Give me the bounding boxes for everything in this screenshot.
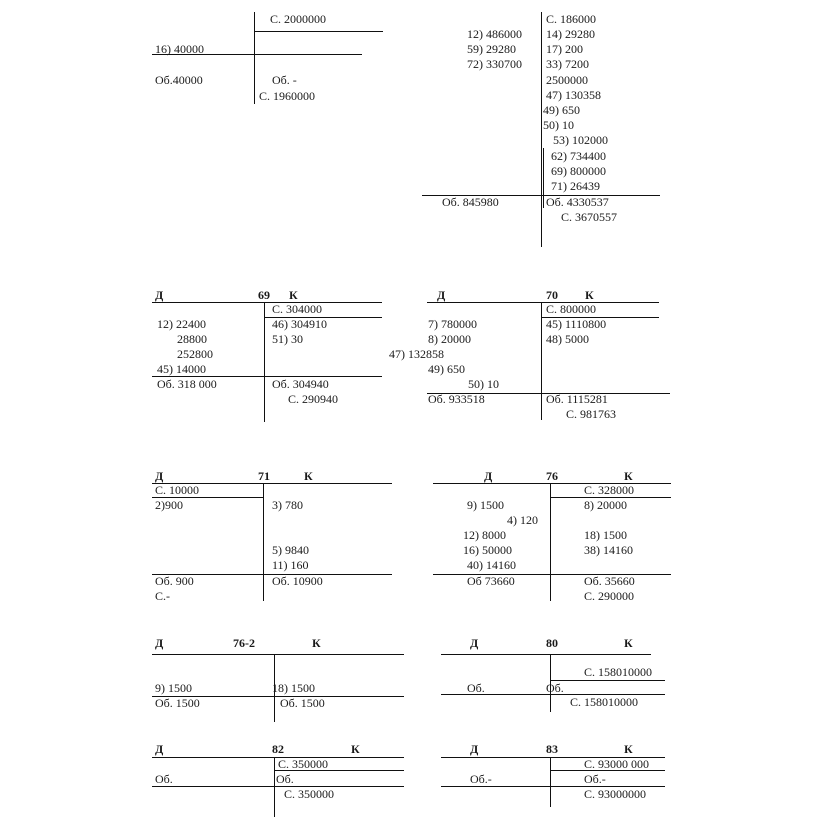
credit-entry: 8) 20000 (584, 498, 627, 512)
debit-turnover: Об. (467, 681, 485, 695)
credit-entry: 62) 734400 (551, 149, 606, 163)
vertical-rule (541, 302, 542, 420)
balance-opening: С. 328000 (584, 483, 635, 497)
debit-header: Д (470, 636, 479, 650)
credit-entry: 45) 1110800 (546, 317, 607, 331)
account-number: 82 (272, 742, 284, 756)
credit-entry: 49) 650 (543, 103, 580, 117)
horizontal-rule (152, 302, 382, 303)
account-number: 80 (546, 636, 558, 650)
credit-entry: 17) 200 (546, 42, 583, 56)
credit-entry: 18) 1500 (272, 681, 315, 695)
credit-turnover: Об.- (584, 772, 606, 786)
credit-entry: 33) 7200 (546, 57, 589, 71)
credit-turnover: Об. 1500 (280, 696, 325, 710)
credit-turnover: Об. 1115281 (546, 392, 608, 406)
balance-opening: С. 304000 (272, 302, 323, 316)
credit-header: К (624, 469, 633, 483)
credit-entry: 50) 10 (543, 118, 574, 132)
horizontal-rule (152, 654, 404, 655)
vertical-rule (264, 302, 265, 422)
debit-header: Д (155, 742, 164, 756)
vertical-rule (274, 757, 275, 817)
horizontal-rule (551, 680, 665, 681)
debit-entry: 4) 120 (507, 513, 538, 527)
credit-turnover: Об. 4330537 (546, 195, 609, 209)
debit-entry: 47) 132858 (389, 347, 444, 361)
balance-opening: С. 2000000 (270, 12, 327, 26)
credit-entry: 18) 1500 (584, 528, 627, 542)
horizontal-rule (441, 654, 651, 655)
credit-header: К (624, 742, 633, 756)
debit-turnover: Об. 933518 (428, 392, 485, 406)
account-number: 70 (546, 288, 558, 302)
credit-turnover: Об. (276, 772, 294, 786)
credit-turnover: Об. (546, 681, 564, 695)
balance-closing: С. 93000000 (584, 787, 647, 801)
debit-turnover: Об. 900 (155, 574, 194, 588)
debit-header: Д (155, 469, 164, 483)
debit-entry: 12) 22400 (157, 317, 206, 331)
credit-entry: 5) 9840 (272, 543, 309, 557)
credit-header: К (304, 469, 313, 483)
balance-closing: С. 290000 (584, 589, 635, 603)
credit-entry: 14) 29280 (546, 27, 595, 41)
debit-entry: 2)900 (155, 498, 183, 512)
debit-entry: 49) 650 (428, 362, 465, 376)
debit-turnover: Об. 318 000 (157, 377, 217, 391)
debit-entry: 16) 50000 (463, 543, 512, 557)
balance-opening: С. 186000 (546, 12, 597, 26)
debit-entry: 59) 29280 (467, 42, 516, 56)
credit-header: К (624, 636, 633, 650)
debit-entry: 40) 14160 (467, 558, 516, 572)
balance-opening: С. 158010000 (584, 665, 653, 679)
credit-turnover: Об. 35660 (584, 574, 635, 588)
balance-closing: С. 290940 (288, 392, 339, 406)
horizontal-rule (427, 302, 659, 303)
account-number: 76 (546, 469, 558, 483)
debit-entry: 9) 1500 (467, 498, 504, 512)
horizontal-rule (152, 786, 404, 787)
vertical-rule (550, 483, 551, 601)
balance-opening: С. 350000 (278, 757, 329, 771)
credit-turnover: Об. - (272, 73, 297, 87)
credit-header: К (312, 636, 321, 650)
debit-entry: 12) 8000 (463, 528, 506, 542)
horizontal-rule (433, 483, 671, 484)
debit-entry: 72) 330700 (467, 57, 522, 71)
credit-entry: 71) 26439 (551, 179, 600, 193)
vertical-rule (543, 148, 544, 208)
debit-entry: 45) 14000 (157, 362, 206, 376)
vertical-rule (263, 483, 264, 601)
credit-header: К (585, 288, 594, 302)
debit-entry: 252800 (177, 347, 213, 361)
balance-closing: С. 3670557 (561, 210, 618, 224)
debit-entry: 28800 (177, 332, 207, 346)
debit-turnover: Об. 845980 (442, 195, 499, 209)
debit-header: Д (155, 288, 164, 302)
account-number: 76-2 (233, 636, 255, 650)
account-number: 71 (258, 469, 270, 483)
debit-entry: 7) 780000 (428, 317, 477, 331)
debit-turnover: Об 73660 (467, 574, 515, 588)
balance-closing: С. 350000 (284, 787, 335, 801)
credit-entry: 51) 30 (272, 332, 303, 346)
debit-entry: 9) 1500 (155, 681, 192, 695)
debit-entry: 8) 20000 (428, 332, 471, 346)
debit-header: Д (484, 469, 493, 483)
balance-closing: С. 981763 (566, 407, 617, 421)
debit-turnover: Об. 1500 (155, 696, 200, 710)
credit-entry: 47) 130358 (546, 88, 601, 102)
vertical-rule (550, 757, 551, 807)
debit-header: Д (437, 288, 446, 302)
credit-entry: 46) 304910 (272, 317, 327, 331)
vertical-rule (541, 12, 542, 247)
debit-turnover: Об.40000 (155, 73, 203, 87)
balance-closing: С.- (155, 589, 170, 603)
credit-turnover: Об. 304940 (272, 377, 329, 391)
credit-turnover: Об. 10900 (272, 574, 323, 588)
account-number: 83 (546, 742, 558, 756)
debit-entry: 50) 10 (468, 377, 499, 391)
balance-opening: С. 10000 (155, 483, 200, 497)
debit-turnover: Об. (155, 772, 173, 786)
credit-entry: 53) 102000 (553, 133, 608, 147)
credit-entry: 3) 780 (272, 498, 303, 512)
balance-closing: С. 1960000 (259, 89, 316, 103)
credit-header: К (351, 742, 360, 756)
credit-entry: 2500000 (546, 73, 588, 87)
debit-turnover: Об.- (470, 772, 492, 786)
balance-closing: С. 158010000 (570, 695, 639, 709)
credit-entry: 48) 5000 (546, 332, 589, 346)
balance-opening: С. 93000 000 (584, 757, 650, 771)
debit-header: Д (470, 742, 479, 756)
balance-opening: С. 800000 (546, 302, 597, 316)
vertical-rule (254, 12, 255, 104)
horizontal-rule (255, 31, 383, 32)
credit-entry: 11) 160 (272, 558, 309, 572)
debit-entry: 16) 40000 (155, 42, 204, 56)
credit-entry: 38) 14160 (584, 543, 633, 557)
credit-entry: 69) 800000 (551, 164, 606, 178)
account-number: 69 (258, 288, 270, 302)
credit-header: К (289, 288, 298, 302)
debit-header: Д (155, 636, 164, 650)
debit-entry: 12) 486000 (467, 27, 522, 41)
